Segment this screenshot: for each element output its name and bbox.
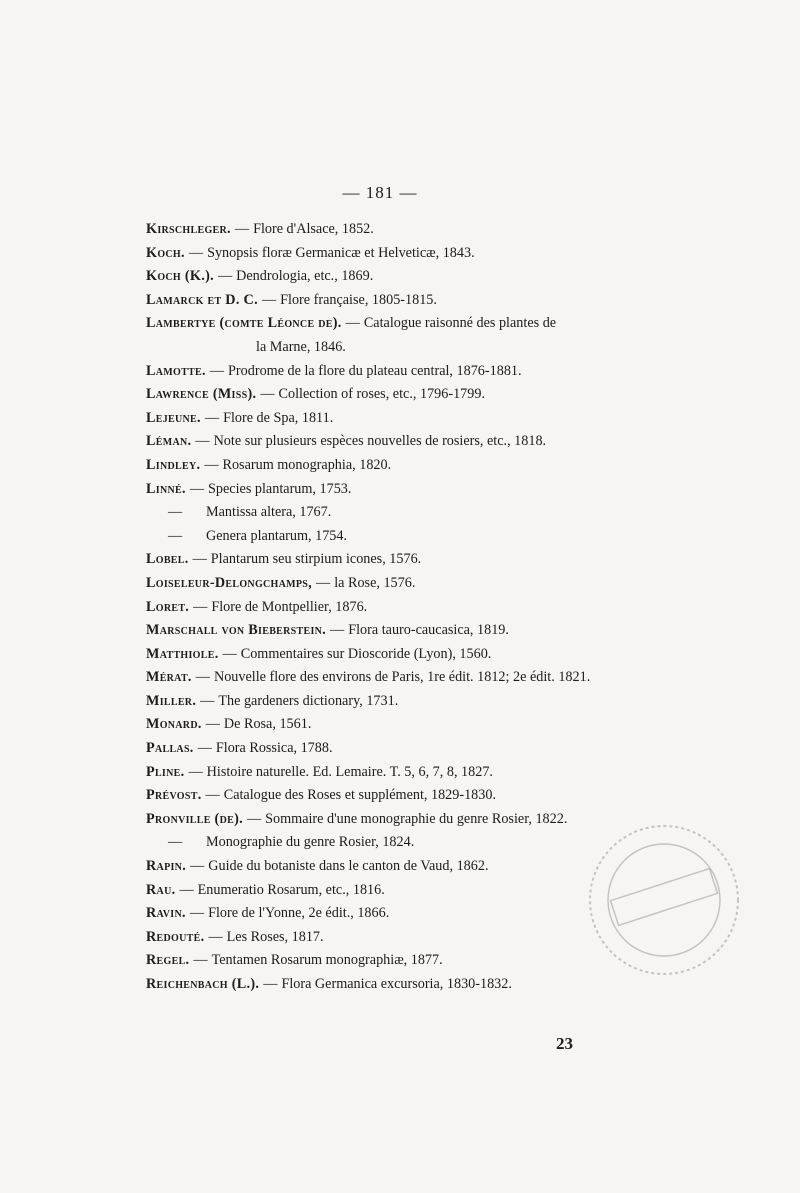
entry-dash: — [204, 456, 219, 473]
entry-author: Loret. [146, 598, 190, 615]
entry-line [146, 976, 512, 992]
entry-title: Enumeratio Rosarum, etc., 1816. [197, 881, 385, 898]
entry-dash: — [222, 645, 237, 662]
entry-author: Rau. [146, 881, 176, 898]
entry-line [146, 221, 374, 237]
entry-dash: — [200, 692, 215, 709]
entry-title: Flora Germanica excursoria, 1830-1832. [281, 976, 512, 992]
entry-title: Plantarum seu stirpium icones, 1576. [210, 551, 422, 568]
entry-title: Flora Rossica, 1788. [215, 740, 333, 757]
entry-dash: — [246, 810, 262, 827]
entry-line [146, 312, 610, 336]
entry-line [146, 693, 398, 709]
bibliography-entry [146, 548, 626, 572]
entry-line [146, 929, 324, 945]
entry-dash: — [189, 480, 205, 497]
entry-dash: — [197, 740, 212, 757]
entry-title: Flore d'Alsace, 1852. [253, 221, 374, 237]
entry-author: Matthiole. [146, 645, 219, 662]
entry-title: Tentamen Rosarum monographiæ, 1877. [211, 952, 443, 969]
entry-line [146, 787, 496, 803]
entry-title: Rosarum monographia, 1820. [222, 456, 392, 473]
entry-dash: — [188, 763, 203, 780]
entry-dash: — [189, 905, 205, 922]
bibliography-entry [146, 619, 626, 643]
entry-line [146, 457, 391, 473]
bibliography-entry [146, 643, 626, 667]
entry-title: Prodrome de la flore du plateau central, 1876-1881. [228, 362, 522, 379]
entry-title: Species plantarum, 1753. [208, 480, 352, 497]
entry-line [146, 575, 415, 591]
entry-line [146, 410, 333, 426]
bibliography-entry [146, 973, 626, 997]
entry-line [146, 952, 443, 968]
entry-title: The gardeners dictionary, 1731. [218, 692, 399, 709]
entry-author: Koch. [146, 244, 185, 261]
entry-title: Genera plantarum, 1754. [206, 527, 348, 544]
entry-dash: — [261, 291, 277, 308]
entry-dash: — [193, 598, 208, 615]
entry-author: Lejeune. [146, 409, 201, 426]
entry-title: Flore de Montpellier, 1876. [211, 598, 368, 615]
entry-author: Miller. [146, 692, 197, 709]
entry-line [146, 245, 475, 261]
bibliography-entry [146, 312, 626, 359]
entry-dash: — [205, 716, 220, 733]
bibliography-entry [146, 737, 626, 761]
entry-author: Lindley. [146, 456, 201, 473]
entry-author: Koch (K.). [146, 268, 214, 285]
entry-line [146, 363, 522, 379]
bibliography-entry [146, 478, 626, 502]
entry-author: Léman. [146, 433, 192, 450]
bibliography-entry [146, 926, 626, 950]
entry-line [146, 716, 311, 732]
page-number: — 181 — [342, 183, 418, 202]
bibliography-entry [146, 289, 626, 313]
entry-line [146, 268, 373, 284]
bibliography-entry [146, 855, 626, 879]
entry-line [146, 646, 491, 662]
entry-title: Catalogue des Roses et supplément, 1829-1830. [223, 787, 497, 804]
entry-line [146, 811, 567, 827]
entry-author: Pallas. [146, 740, 194, 757]
entry-dash: — [195, 669, 210, 686]
entry-author: Regel. [146, 952, 190, 969]
entry-author: Kirschleger. [146, 221, 231, 237]
entry-dash: — [195, 433, 210, 450]
entry-dash: — [263, 976, 278, 992]
ditto-dash: — [168, 504, 183, 521]
bibliography-entry [146, 242, 626, 266]
bibliography-entry [146, 831, 626, 855]
entry-line [146, 834, 414, 850]
bibliography-entry [146, 218, 626, 242]
entry-author: Lobel. [146, 551, 189, 568]
entry-title: Sommaire d'une monographie du genre Rosier, 1822. [265, 810, 568, 827]
entry-title: Guide du botaniste dans le canton de Vaud, 1862. [208, 858, 489, 875]
entry-line [146, 882, 385, 898]
entry-author: Lawrence (Miss). [146, 386, 257, 403]
sheet-signature-number: 23 [556, 1034, 573, 1053]
entry-title: Les Roses, 1817. [226, 928, 324, 945]
bibliography-entry [146, 666, 626, 690]
bibliography-entry [146, 808, 626, 832]
entry-title: Note sur plusieurs espèces nouvelles de rosiers, etc., 1818. [213, 433, 547, 450]
library-stamp [584, 820, 744, 980]
entry-title: Catalogue raisonné des plantes de [363, 315, 557, 332]
bibliography-entry [146, 407, 626, 431]
entry-line [146, 386, 485, 402]
entry-title: Commentaires sur Dioscoride (Lyon), 1560. [240, 645, 492, 662]
entry-dash: — [188, 244, 204, 261]
entry-author: Prévost. [146, 787, 202, 804]
entry-line [146, 905, 389, 921]
entry-title: Flore de Spa, 1811. [223, 409, 334, 426]
bibliography-entry [146, 761, 626, 785]
entry-dash: — [193, 952, 208, 969]
bibliography-entry [146, 501, 626, 525]
entry-author: Monard. [146, 716, 202, 733]
entry-line [146, 599, 367, 615]
bibliography-entry [146, 525, 626, 549]
entry-line [146, 528, 347, 544]
entry-title: Monographie du genre Rosier, 1824. [206, 834, 415, 851]
entry-dash: — [330, 622, 345, 639]
entry-line [146, 551, 421, 567]
bibliography-entry [146, 360, 626, 384]
ditto-dash: — [168, 834, 183, 851]
entry-continuation: la Marne, 1846. [256, 338, 346, 355]
entry-author: Linné. [146, 480, 186, 497]
entry-line [146, 740, 333, 756]
entry-title: Mantissa altera, 1767. [206, 504, 332, 521]
bibliography-entry [146, 265, 626, 289]
bibliography-entry [146, 454, 626, 478]
ditto-dash: — [168, 527, 183, 544]
entry-dash: — [209, 362, 225, 379]
entry-author: Rapin. [146, 858, 187, 875]
entry-author: Lamarck et D. C. [146, 291, 258, 308]
entry-title: Flora tauro-caucasica, 1819. [348, 622, 509, 639]
entry-dash: — [208, 928, 223, 945]
bibliography-entry [146, 713, 626, 737]
entry-dash: — [192, 551, 207, 568]
entry-author: Pline. [146, 763, 185, 780]
entry-title: Collection of roses, etc., 1796-1799. [278, 386, 485, 403]
bibliography-entry [146, 383, 626, 407]
entry-title: Flore de l'Yonne, 2e édit., 1866. [208, 905, 390, 922]
bibliography-entry [146, 596, 626, 620]
bibliography-entry [146, 949, 626, 973]
entry-dash: — [217, 268, 233, 285]
entry-line [146, 622, 509, 638]
entry-author: Loiseleur-Delongchamps, [146, 574, 313, 591]
entry-author: Pronville (de). [146, 810, 243, 827]
entry-title: Histoire naturelle. Ed. Lemaire. T. 5, 6, 7, 8, 1827. [206, 763, 493, 780]
bibliography-list [146, 218, 626, 997]
entry-title: Synopsis floræ Germanicæ et Helveticæ, 1843. [207, 244, 475, 261]
entry-author: Reichenbach (L.). [146, 976, 260, 992]
entry-line [146, 669, 590, 685]
entry-dash: — [260, 386, 275, 403]
entry-dash: — [190, 858, 205, 875]
entry-dash: — [204, 409, 220, 426]
entry-dash: — [205, 787, 220, 804]
bibliography-entry [146, 430, 626, 454]
entry-line [146, 858, 489, 874]
entry-author: Mérat. [146, 669, 192, 686]
entry-dash: — [345, 315, 360, 332]
entry-title: Dendrologia, etc., 1869. [236, 268, 374, 285]
entry-line [146, 481, 351, 497]
entry-title: Nouvelle flore des environs de Paris, 1re édit. 1812; 2e édit. 1821. [213, 669, 591, 686]
bibliography-entry [146, 572, 626, 596]
entry-author: Lamotte. [146, 362, 206, 379]
bibliography-entry [146, 690, 626, 714]
entry-line [146, 292, 437, 308]
entry-line [146, 504, 331, 520]
entry-title: De Rosa, 1561. [223, 716, 312, 733]
bibliography-entry [146, 784, 626, 808]
entry-title: la Rose, 1576. [334, 574, 416, 591]
entry-dash: — [234, 221, 250, 237]
entry-line [146, 433, 546, 449]
bibliography-entry [146, 879, 626, 903]
bibliography-entry [146, 902, 626, 926]
entry-author: Marschall von Bieberstein. [146, 622, 327, 639]
entry-title: Flore française, 1805-1815. [280, 291, 437, 308]
entry-author: Lambertye (comte Léonce de). [146, 315, 342, 332]
entry-dash: — [179, 881, 194, 898]
entry-author: Ravin. [146, 905, 186, 922]
entry-dash: — [316, 574, 331, 591]
entry-line [146, 764, 493, 780]
entry-author: Redouté. [146, 928, 205, 945]
